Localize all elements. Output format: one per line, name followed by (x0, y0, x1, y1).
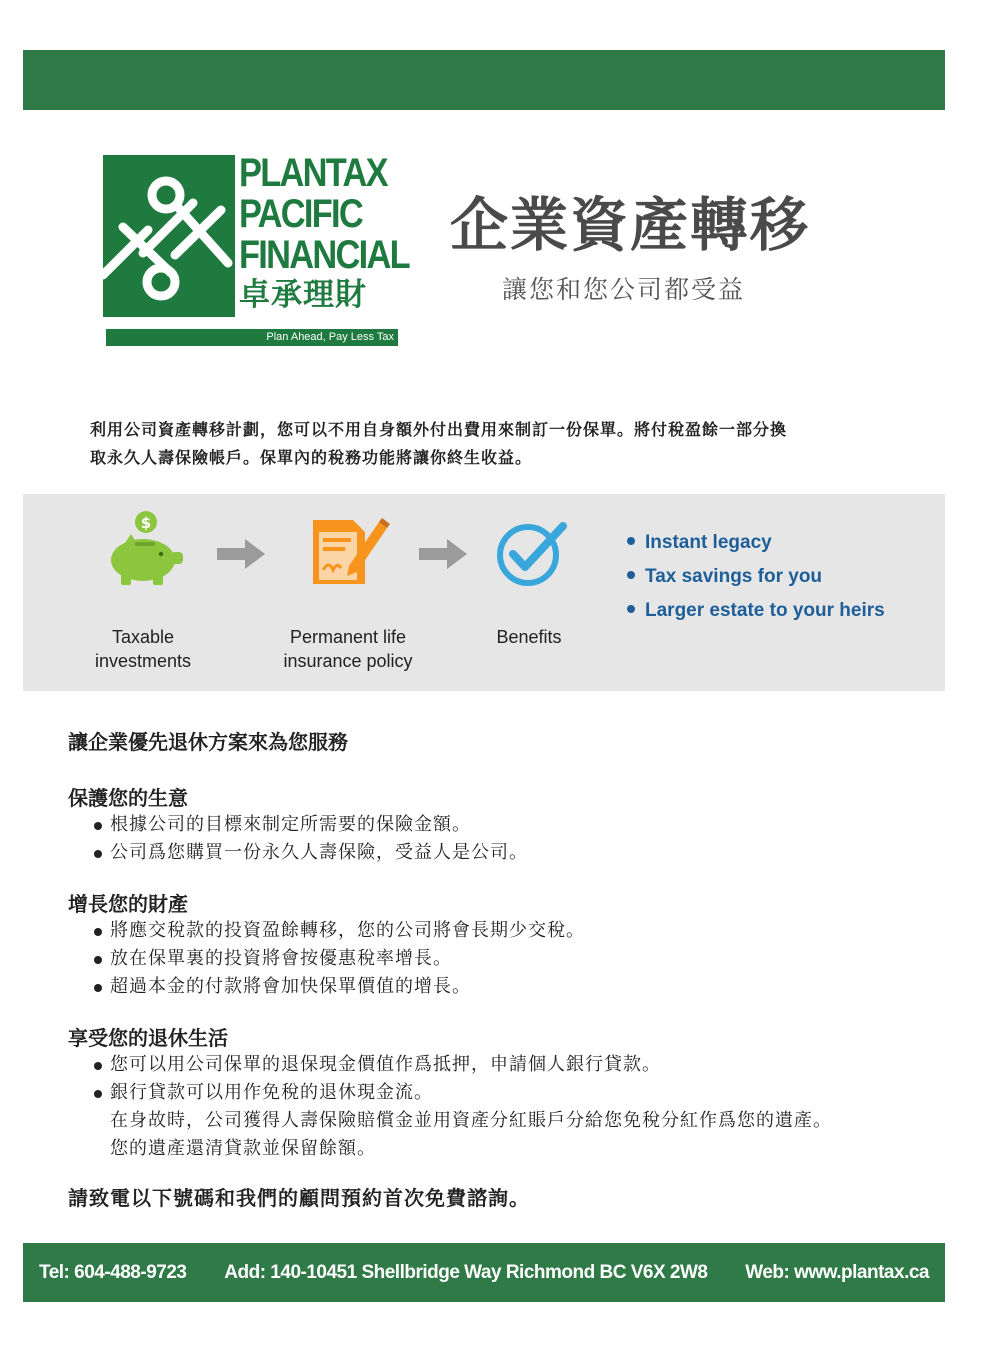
footer-website: Web: www.plantax.ca (745, 1261, 929, 1283)
logo-emblem (103, 155, 235, 317)
section-protect (68, 782, 528, 867)
page-subtitle: 讓您和您公司都受益 (502, 275, 746, 304)
bullet-dot (94, 822, 102, 830)
intro-line-1: 利用公司資產轉移計劃，您可以不用自身額外付出費用來制訂一份保單。將付稅盈餘一部分換 (90, 420, 788, 439)
section-grow (68, 888, 585, 1001)
bullet-dot (94, 1090, 102, 1098)
flow-panel (23, 494, 945, 691)
list-item-text: 超過本金的付款將會加快保單價值的增長。 (110, 976, 471, 997)
svg-text:$: $ (140, 514, 152, 532)
flow-step-2-line-1: Permanent life (289, 627, 407, 647)
section-retire (68, 1022, 832, 1163)
list-item-text: 銀行貸款可以用作免稅的退休現金流。 (110, 1082, 433, 1103)
list-item (68, 839, 528, 867)
arrow-right-icon-2 (419, 539, 467, 569)
list-item (68, 973, 585, 1001)
page-title: 企業資產轉移 (450, 191, 811, 259)
footer-address: Add: 140-10451 Shellbridge Way Richmond BC V6X 2W8 (224, 1261, 708, 1283)
bullet-dot (94, 850, 102, 858)
section-protect-title: 保護您的生意 (68, 786, 188, 810)
logo-wordmark (239, 151, 409, 314)
footer-bar (23, 1243, 945, 1302)
arrow-right-icon (217, 539, 265, 569)
section-grow-title: 增長您的財產 (68, 892, 188, 916)
flow-step-3-line-1: Benefits (496, 627, 562, 647)
piggy-bank-icon (103, 510, 187, 586)
flow-step-label-benefits (479, 625, 579, 649)
flow-step-label-taxable (78, 625, 208, 673)
list-item-text: 放在保單裏的投資將會按優惠稅率增長。 (110, 948, 452, 969)
list-item-text: 公司爲您購買一份永久人壽保險，受益人是公司。 (110, 842, 528, 863)
logo-chinese-name: 卓承理財 (239, 277, 367, 313)
bullet-dot (94, 956, 102, 964)
logo-line-pacific: PACIFIC (239, 192, 363, 236)
call-to-action: 請致電以下號碼和我們的顧問預約首次免費諮詢。 (68, 1186, 530, 1210)
logo-line-financial: FINANCIAL (239, 233, 409, 277)
section-grow-list (68, 917, 585, 1001)
flow-step-label-policy (268, 625, 428, 673)
bullet-dot (627, 537, 635, 545)
flow-step-1-line-2: investments (94, 651, 192, 671)
bullet-dot (94, 1062, 102, 1070)
intro-line-2: 取永久人壽保險帳戶。保單內的稅務功能將讓你終生收益。 (90, 448, 533, 467)
flow-step-1-line-1: Taxable (111, 627, 175, 647)
policy-document-icon (309, 516, 391, 588)
company-logo (103, 151, 409, 347)
list-item (68, 945, 585, 973)
list-item (68, 1051, 832, 1079)
section-heading-block (68, 726, 348, 755)
benefit-item (627, 560, 885, 594)
flow-step-2-line-2: insurance policy (283, 651, 413, 671)
benefit-item (627, 526, 885, 560)
list-item (68, 917, 585, 945)
continuation-line-2: 您的遺產還清貸款並保留餘額。 (110, 1138, 376, 1159)
list-item-text: 將應交稅款的投資盈餘轉移，您的公司將會長期少交稅。 (110, 920, 585, 941)
logo-line-plantax: PLANTAX (239, 151, 387, 195)
section-retire-title: 享受您的退休生活 (68, 1026, 228, 1050)
benefit-item-text: Instant legacy (645, 532, 772, 553)
list-item-text: 根據公司的目標來制定所需要的保險金額。 (110, 814, 471, 835)
benefit-item-text: Larger estate to your heirs (645, 600, 885, 621)
section-main-heading: 讓企業優先退休方案來為您服務 (68, 730, 348, 754)
checkmark-icon (495, 520, 567, 588)
benefit-item (627, 594, 885, 628)
list-item (68, 1079, 832, 1107)
continuation-line-1: 在身故時，公司獲得人壽保險賠償金並用資產分紅賬戶分給您免稅分紅作爲您的遺產。 (110, 1110, 832, 1131)
list-item-text: 您可以用公司保單的退保現金價值作爲抵押，申請個人銀行貸款。 (110, 1054, 661, 1075)
list-item (68, 811, 528, 839)
bullet-dot (627, 605, 635, 613)
section-retire-list (68, 1051, 832, 1107)
benefit-item-text: Tax savings for you (645, 566, 823, 587)
intro-paragraph (90, 416, 880, 472)
bullet-dot (627, 571, 635, 579)
footer-phone: Tel: 604-488-9723 (39, 1261, 187, 1283)
bullet-dot (94, 984, 102, 992)
section-protect-list (68, 811, 528, 867)
logo-tagline: Plan Ahead, Pay Less Tax (106, 329, 398, 346)
top-green-band (23, 50, 945, 110)
benefit-bullets (627, 526, 885, 628)
bullet-dot (94, 928, 102, 936)
